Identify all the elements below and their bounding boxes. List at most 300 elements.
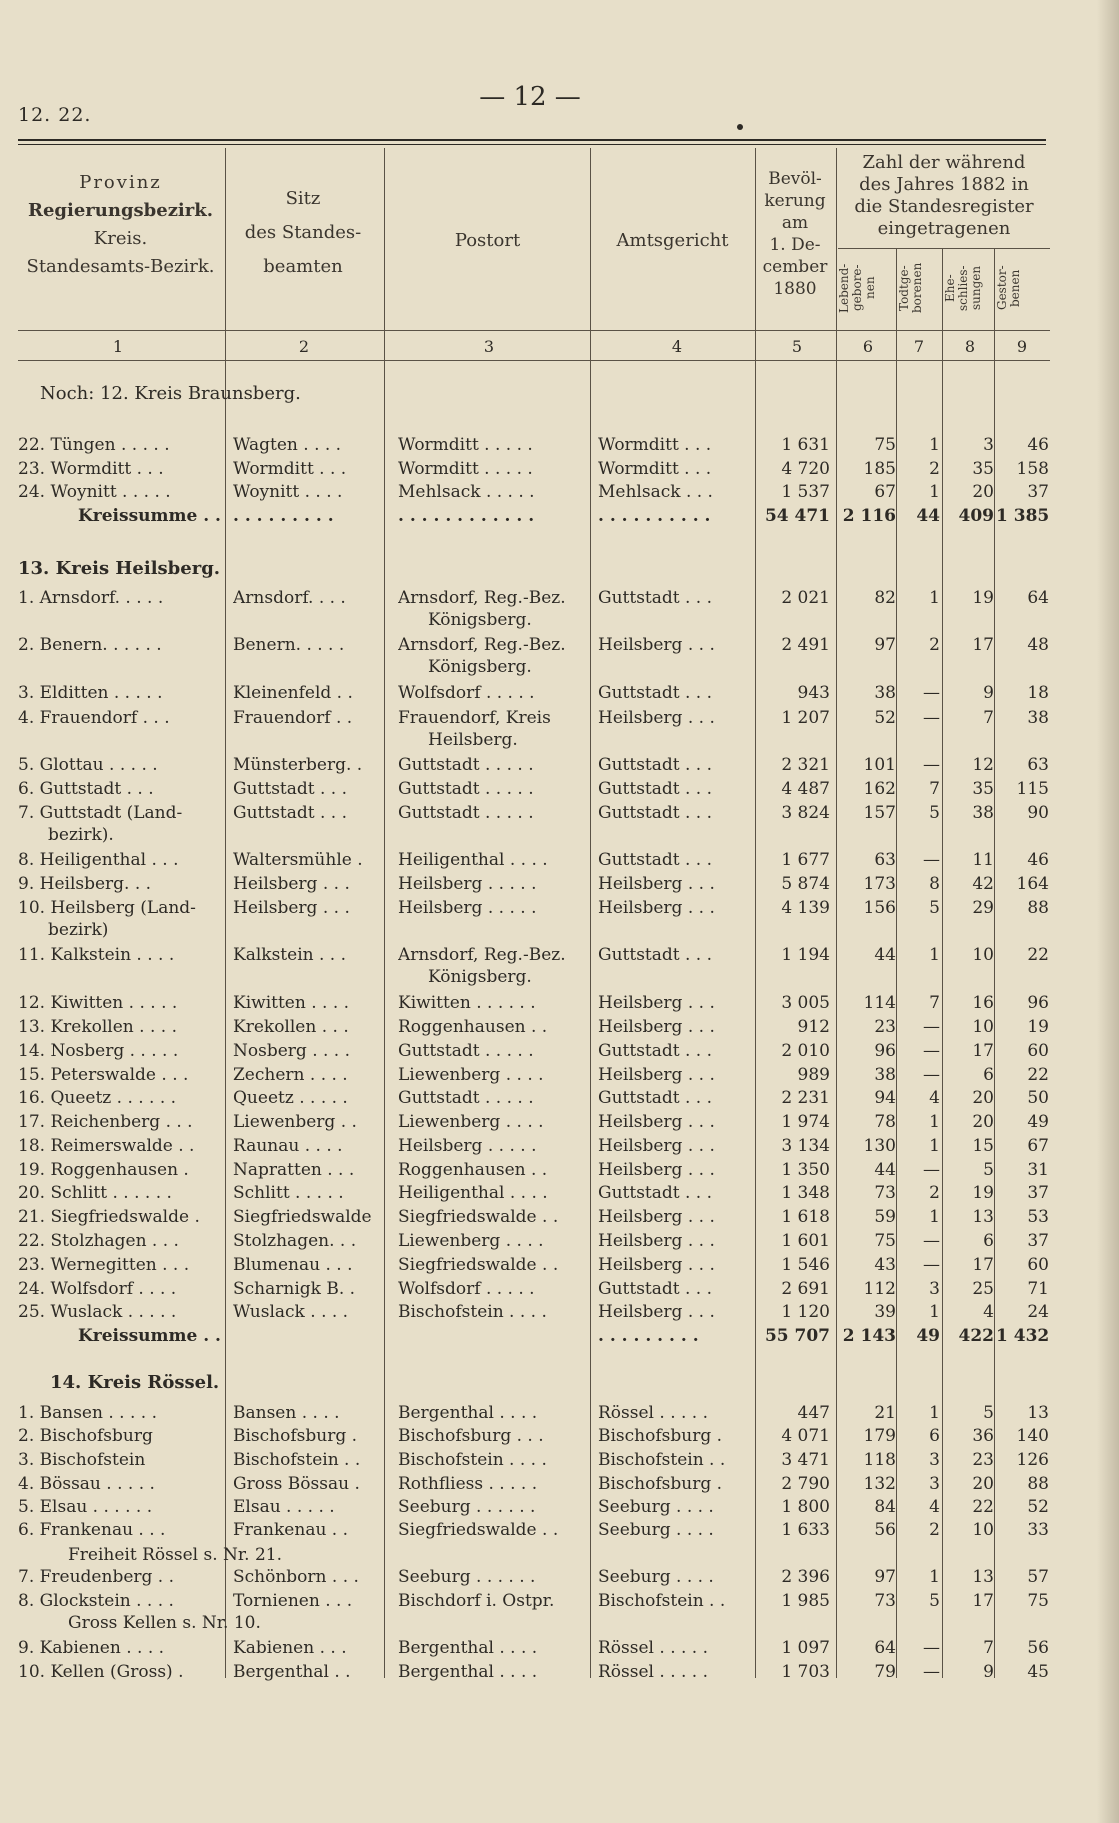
cell-c1: 24. Wolfsdorf . . . . xyxy=(18,1279,177,1299)
cell-c3: Wolfsdorf . . . . . xyxy=(398,1279,535,1299)
cell-c6: 75 xyxy=(874,435,896,455)
col1-header-line1: Provinz xyxy=(79,172,162,193)
cell-c1: 25. Wuslack . . . . . xyxy=(18,1302,177,1322)
cell-c4: Guttstadt . . . xyxy=(598,683,713,703)
cell-c2: Bischofstein . . xyxy=(233,1450,361,1470)
cell-c8: 7 xyxy=(983,708,994,728)
cell-c2: Guttstadt . . . xyxy=(233,779,348,799)
cell-c3: Guttstadt . . . . . xyxy=(398,1041,534,1061)
cell-c6: 179 xyxy=(863,1426,896,1446)
cell-c1: 3. Elditten . . . . . xyxy=(18,683,163,703)
cell-c8: 20 xyxy=(972,482,994,502)
cell-c6: 118 xyxy=(863,1450,896,1470)
col5-header-line3: am xyxy=(781,213,809,233)
cell-c4: Guttstadt . . . xyxy=(598,945,713,965)
cell-c1: 8. Glockstein . . . . xyxy=(18,1591,174,1611)
cell-c3: Guttstadt . . . . . xyxy=(398,1088,534,1108)
cell-c5: 912 xyxy=(797,1017,830,1037)
column-number-9: 9 xyxy=(1016,337,1028,356)
cell-c6: 43 xyxy=(874,1255,896,1275)
cell-c9: 49 xyxy=(1027,1112,1049,1132)
cell-c2: Bansen . . . . xyxy=(233,1403,340,1423)
cell-c2: Liewenberg . . xyxy=(233,1112,357,1132)
group-header-line2: des Jahres 1882 in xyxy=(859,174,1029,195)
col5-header-line4: 1. De- xyxy=(769,235,821,255)
cell-c3: Heiligenthal . . . . xyxy=(398,850,548,870)
cell-c5: 1 618 xyxy=(781,1207,830,1227)
cell-c7: 1 xyxy=(929,1567,940,1587)
cell-c9: 1 385 xyxy=(996,506,1049,526)
cell-c1: 1. Arnsdorf. . . . . xyxy=(18,588,164,608)
cell-c8: 11 xyxy=(972,850,994,870)
cell-c4: Guttstadt . . . xyxy=(598,1041,713,1061)
cell-c9: 60 xyxy=(1027,1041,1049,1061)
cell-c1: 7. Guttstadt (Land- xyxy=(18,803,183,823)
cell-c8: 9 xyxy=(983,683,994,703)
cell-c3: Guttstadt . . . . . xyxy=(398,803,534,823)
cell-c8: 3 xyxy=(983,435,994,455)
sub-header-deaths: Gestor-benen xyxy=(995,265,1022,311)
cell-c7: 1 xyxy=(929,1302,940,1322)
cell-c7: — xyxy=(923,1160,940,1180)
cell-c3: Bischofsburg . . . xyxy=(398,1426,544,1446)
column-rule-6 xyxy=(896,248,897,1678)
cell-c6: 73 xyxy=(874,1183,896,1203)
cell-c5: 1 703 xyxy=(781,1662,830,1682)
cell-c9: 18 xyxy=(1027,683,1049,703)
cell-c3: Arnsdorf, Reg.-Bez. xyxy=(398,588,566,608)
cell-c6: 78 xyxy=(874,1112,896,1132)
cell-c6: 56 xyxy=(874,1520,896,1540)
cell-c3: Roggenhausen . . xyxy=(398,1017,548,1037)
cell-c2: Münsterberg. . xyxy=(233,755,363,775)
note-freiheit-roessel: Freiheit Rössel s. Nr. 21. xyxy=(68,1545,282,1565)
cell-c6: 130 xyxy=(863,1136,896,1156)
cell-c9: 37 xyxy=(1027,1231,1049,1251)
cell-c6: 52 xyxy=(874,708,896,728)
cell-c7: 4 xyxy=(929,1497,940,1517)
top-rule-thin xyxy=(18,144,1046,145)
cell-c4: Seeburg . . . . xyxy=(598,1567,714,1587)
cell-c4: Heilsberg . . . xyxy=(598,1065,715,1085)
sub-header-stillbirths: Todtge-borenen xyxy=(897,262,924,314)
cell-c9: 88 xyxy=(1027,898,1049,918)
cell-c8: 42 xyxy=(972,874,994,894)
cell-c5: 4 071 xyxy=(781,1426,830,1446)
cell-c5: 1 350 xyxy=(781,1160,830,1180)
col4-header: Amtsgericht xyxy=(616,230,729,251)
cell-c2: Schönborn . . . xyxy=(233,1567,359,1587)
cell-c1: 5. Glottau . . . . . xyxy=(18,755,158,775)
cell-c6: 162 xyxy=(863,779,896,799)
cell-c7: 1 xyxy=(929,1112,940,1132)
cell-c7: 4 xyxy=(929,1088,940,1108)
cell-c7: — xyxy=(923,708,940,728)
cell-c4: Guttstadt . . . xyxy=(598,1279,713,1299)
cell-c8: 7 xyxy=(983,1638,994,1658)
cell-c2: Wuslack . . . . xyxy=(233,1302,349,1322)
cell-c4: Heilsberg . . . xyxy=(598,1112,715,1132)
cell-c8: 15 xyxy=(972,1136,994,1156)
cell-c6: 84 xyxy=(874,1497,896,1517)
cell-c3: Guttstadt . . . . . xyxy=(398,779,534,799)
page-number: — 12 — xyxy=(479,82,581,112)
cell-c9: 53 xyxy=(1027,1207,1049,1227)
group-header-line1: Zahl der während xyxy=(862,152,1026,173)
cell-c9: 50 xyxy=(1027,1088,1049,1108)
cell-c5: 3 005 xyxy=(781,993,830,1013)
cell-c1: 23. Wormditt . . . xyxy=(18,459,164,479)
cell-c8: 17 xyxy=(972,1591,994,1611)
cell-c9: 140 xyxy=(1016,1426,1049,1446)
cell-c9: 90 xyxy=(1027,803,1049,823)
cell-c1: 8. Heiligenthal . . . xyxy=(18,850,179,870)
cell-c4: Guttstadt . . . xyxy=(598,1183,713,1203)
cell-c4: Heilsberg . . . xyxy=(598,1255,715,1275)
district-continuation: bezirk) xyxy=(48,920,109,940)
cell-c2: Bischofsburg . xyxy=(233,1426,358,1446)
cell-c5: 943 xyxy=(797,683,830,703)
cell-c6: 75 xyxy=(874,1231,896,1251)
section-title-roessel: 14. Kreis Rössel. xyxy=(50,1372,220,1393)
cell-c9: 22 xyxy=(1027,1065,1049,1085)
cell-c8: 20 xyxy=(972,1474,994,1494)
cell-c6: 67 xyxy=(874,482,896,502)
cell-c2: Woynitt . . . . xyxy=(233,482,343,502)
cell-c3: Arnsdorf, Reg.-Bez. xyxy=(398,635,566,655)
column-rule-1 xyxy=(225,148,226,1678)
cell-c9: 63 xyxy=(1027,755,1049,775)
cell-c7: 7 xyxy=(929,779,940,799)
top-rule-thick xyxy=(18,139,1046,141)
section-title-braunsberg: Noch: 12. Kreis Braunsberg. xyxy=(40,383,301,404)
group-header xyxy=(838,152,1050,240)
cell-c5: 1 120 xyxy=(781,1302,830,1322)
cell-c2: Kalkstein . . . xyxy=(233,945,346,965)
cell-c1: 6. Guttstadt . . . xyxy=(18,779,154,799)
cell-c5: 2 231 xyxy=(781,1088,830,1108)
district-continuation: bezirk). xyxy=(48,825,114,845)
cell-c3: Heilsberg . . . . . xyxy=(398,874,537,894)
cell-c1: 13. Krekollen . . . . xyxy=(18,1017,177,1037)
cell-c6: 2 143 xyxy=(842,1326,896,1346)
cell-c5: 1 348 xyxy=(781,1183,830,1203)
cell-c7: — xyxy=(923,1231,940,1251)
cell-c2: Napratten . . . xyxy=(233,1160,355,1180)
cell-c6: 156 xyxy=(863,898,896,918)
cell-c3: Heilsberg . . . . . xyxy=(398,898,537,918)
cell-c3: Liewenberg . . . . xyxy=(398,1112,544,1132)
column-number-3: 3 xyxy=(483,337,495,356)
cell-c7: 1 xyxy=(929,1207,940,1227)
cell-c4: Guttstadt . . . xyxy=(598,779,713,799)
cell-c4: Mehlsack . . . xyxy=(598,482,713,502)
cell-c2: Schlitt . . . . . xyxy=(233,1183,344,1203)
cell-c1: 24. Woynitt . . . . . xyxy=(18,482,171,502)
cell-c3: Siegfriedswalde . . xyxy=(398,1207,559,1227)
cell-c5: 1 194 xyxy=(781,945,830,965)
cell-c3: Wolfsdorf . . . . . xyxy=(398,683,535,703)
col5-header-line5: cember xyxy=(762,257,828,277)
cell-c5: 2 396 xyxy=(781,1567,830,1587)
cell-c5: 1 800 xyxy=(781,1497,830,1517)
cell-c1: 10. Kellen (Gross) . xyxy=(18,1662,184,1682)
cell-c2: Wormditt . . . xyxy=(233,459,347,479)
cell-c8: 29 xyxy=(972,898,994,918)
cell-c9: 37 xyxy=(1027,1183,1049,1203)
cell-c3: Bischofstein . . . . xyxy=(398,1302,547,1322)
cell-c5: 447 xyxy=(797,1403,830,1423)
col2-header-line3: beamten xyxy=(263,256,343,277)
cell-c4: Heilsberg . . . xyxy=(598,1302,715,1322)
cell-c7: 3 xyxy=(929,1474,940,1494)
col5-header xyxy=(755,168,835,300)
cell-c1: 15. Peterswalde . . . xyxy=(18,1065,189,1085)
cell-c9: 60 xyxy=(1027,1255,1049,1275)
cell-c1: 2. Bischofsburg xyxy=(18,1426,153,1446)
group-header-line3: die Standesregister xyxy=(854,196,1034,217)
cell-c7: 49 xyxy=(916,1326,940,1346)
cell-c3: Mehlsack . . . . . xyxy=(398,482,535,502)
cell-c2: Heilsberg . . . xyxy=(233,874,350,894)
cell-c4: Wormditt . . . xyxy=(598,459,712,479)
cell-c8: 13 xyxy=(972,1567,994,1587)
cell-c9: 164 xyxy=(1016,874,1049,894)
cell-c5: 4 487 xyxy=(781,779,830,799)
cell-c9: 22 xyxy=(1027,945,1049,965)
cell-c6: 21 xyxy=(874,1403,896,1423)
cell-c8: 17 xyxy=(972,635,994,655)
cell-c4: Heilsberg . . . xyxy=(598,708,715,728)
cell-c6: 39 xyxy=(874,1302,896,1322)
cell-c6: 132 xyxy=(863,1474,896,1494)
cell-c1: 14. Nosberg . . . . . xyxy=(18,1041,179,1061)
cell-c8: 409 xyxy=(958,506,994,526)
col1-header-line2: Regierungsbezirk. xyxy=(28,200,213,221)
section-title-heilsberg: 13. Kreis Heilsberg. xyxy=(18,558,221,579)
cell-c8: 6 xyxy=(983,1065,994,1085)
cell-c7: 3 xyxy=(929,1450,940,1470)
cell-c3: Wormditt . . . . . xyxy=(398,459,533,479)
cell-c1: 10. Heilsberg (Land- xyxy=(18,898,196,918)
note-gross-kellen: Gross Kellen s. Nr. 10. xyxy=(68,1613,261,1633)
cell-c2: Bergenthal . . xyxy=(233,1662,351,1682)
cell-c6: 44 xyxy=(874,1160,896,1180)
cell-c1: 17. Reichenberg . . . xyxy=(18,1112,193,1132)
cell-c1: 21. Siegfriedswalde . xyxy=(18,1207,200,1227)
cell-c8: 20 xyxy=(972,1112,994,1132)
cell-c2: Frankenau . . xyxy=(233,1520,349,1540)
cell-c7: 1 xyxy=(929,1403,940,1423)
column-number-1: 1 xyxy=(112,337,124,356)
col2-header-line2: des Standes- xyxy=(244,222,362,243)
cell-c1: 6. Frankenau . . . xyxy=(18,1520,166,1540)
cell-c6: 173 xyxy=(863,874,896,894)
cell-c6: 2 116 xyxy=(842,506,896,526)
cell-c5: 1 207 xyxy=(781,708,830,728)
cell-c9: 115 xyxy=(1016,779,1049,799)
cell-c6: 157 xyxy=(863,803,896,823)
cell-c2: Arnsdorf. . . . xyxy=(233,588,346,608)
cell-c5: 3 134 xyxy=(781,1136,830,1156)
cell-c3: Bergenthal . . . . xyxy=(398,1662,538,1682)
cell-c6: 38 xyxy=(874,1065,896,1085)
cell-c3: Seeburg . . . . . . xyxy=(398,1497,536,1517)
cell-c5: 1 537 xyxy=(781,482,830,502)
cell-c9: 45 xyxy=(1027,1662,1049,1682)
cell-c6: 96 xyxy=(874,1041,896,1061)
cell-c5: 2 010 xyxy=(781,1041,830,1061)
cell-c7: — xyxy=(923,1255,940,1275)
cell-c9: 71 xyxy=(1027,1279,1049,1299)
cell-c4: Guttstadt . . . xyxy=(598,850,713,870)
postort-continuation: Heilsberg. xyxy=(428,730,518,750)
postort-continuation: Königsberg. xyxy=(428,967,532,987)
cell-c2: Stolzhagen. . . xyxy=(233,1231,357,1251)
cell-c3: Liewenberg . . . . xyxy=(398,1065,544,1085)
cell-c3: Heilsberg . . . . . xyxy=(398,1136,537,1156)
cell-c3: Guttstadt . . . . . xyxy=(398,755,534,775)
postort-continuation: Königsberg. xyxy=(428,657,532,677)
cell-c2: Raunau . . . . xyxy=(233,1136,343,1156)
cell-c2: Kabienen . . . xyxy=(233,1638,347,1658)
cell-c4: Guttstadt . . . xyxy=(598,803,713,823)
cell-c8: 19 xyxy=(972,1183,994,1203)
cell-c3: Roggenhausen . . xyxy=(398,1160,548,1180)
cell-c8: 20 xyxy=(972,1088,994,1108)
cell-c1: 1. Bansen . . . . . xyxy=(18,1403,157,1423)
cell-c7: 1 xyxy=(929,945,940,965)
cell-c5: 2 790 xyxy=(781,1474,830,1494)
cell-c8: 23 xyxy=(972,1450,994,1470)
cell-c8: 13 xyxy=(972,1207,994,1227)
cell-c9: 37 xyxy=(1027,482,1049,502)
cell-c2: Frauendorf . . xyxy=(233,708,353,728)
cell-c1: 11. Kalkstein . . . . xyxy=(18,945,175,965)
cell-c9: 158 xyxy=(1016,459,1049,479)
cell-c9: 88 xyxy=(1027,1474,1049,1494)
cell-c7: 5 xyxy=(929,803,940,823)
sub-header-marriages: Ehe-schlies-sungen xyxy=(943,265,983,311)
cell-c1: 4. Frauendorf . . . xyxy=(18,708,170,728)
cell-c8: 5 xyxy=(983,1160,994,1180)
cell-c3: Rothfliess . . . . . xyxy=(398,1474,538,1494)
cell-c1: 22. Tüngen . . . . . xyxy=(18,435,170,455)
cell-c8: 35 xyxy=(972,459,994,479)
cell-c1: 20. Schlitt . . . . . . xyxy=(18,1183,172,1203)
cell-c9: 46 xyxy=(1027,850,1049,870)
cell-c4: Heilsberg . . . xyxy=(598,1017,715,1037)
cell-c4: Guttstadt . . . xyxy=(598,588,713,608)
cell-c5: 1 097 xyxy=(781,1638,830,1658)
cell-c8: 422 xyxy=(958,1326,994,1346)
cell-c7: — xyxy=(923,1017,940,1037)
cell-c1: 9. Heilsberg. . . xyxy=(18,874,152,894)
cell-c7: 1 xyxy=(929,1136,940,1156)
cell-c4: Heilsberg . . . xyxy=(598,898,715,918)
cell-c9: 56 xyxy=(1027,1638,1049,1658)
cell-c2: Queetz . . . . . xyxy=(233,1088,348,1108)
cell-c1: 4. Bössau . . . . . xyxy=(18,1474,155,1494)
cell-c3: Liewenberg . . . . xyxy=(398,1231,544,1251)
cell-c7: 8 xyxy=(929,874,940,894)
cell-c4: Heilsberg . . . xyxy=(598,635,715,655)
cell-c3: Bischdorf i. Ostpr. xyxy=(398,1591,555,1611)
cell-c6: 44 xyxy=(874,945,896,965)
cell-c7: 5 xyxy=(929,1591,940,1611)
group-header-line4: eingetragenen xyxy=(877,218,1011,239)
cell-c9: 75 xyxy=(1027,1591,1049,1611)
cell-c2: Guttstadt . . . xyxy=(233,803,348,823)
cell-c9: 48 xyxy=(1027,635,1049,655)
cell-c8: 36 xyxy=(972,1426,994,1446)
cell-c2: Kiwitten . . . . xyxy=(233,993,350,1013)
cell-c4: Guttstadt . . . xyxy=(598,1088,713,1108)
column-rule-7 xyxy=(942,248,943,1678)
column-number-2: 2 xyxy=(298,337,310,356)
cell-c5: 2 691 xyxy=(781,1279,830,1299)
page-edge-shadow xyxy=(1097,0,1119,1823)
cell-c8: 10 xyxy=(972,1520,994,1540)
cell-c7: 1 xyxy=(929,588,940,608)
cell-c2: . . . . . . . . . xyxy=(233,506,334,526)
cell-c4: . . . . . . . . . xyxy=(598,1326,699,1346)
cell-c2: Benern. . . . . xyxy=(233,635,345,655)
column-number-5: 5 xyxy=(791,337,803,356)
cell-c5: 1 633 xyxy=(781,1520,830,1540)
cell-c7: 5 xyxy=(929,898,940,918)
cell-c7: 2 xyxy=(929,1183,940,1203)
cell-c2: Zechern . . . . xyxy=(233,1065,348,1085)
cell-c6: 114 xyxy=(863,993,896,1013)
cell-c9: 24 xyxy=(1027,1302,1049,1322)
cell-c2: Blumenau . . . xyxy=(233,1255,353,1275)
cell-c2: Nosberg . . . . xyxy=(233,1041,351,1061)
cell-c5: 1 546 xyxy=(781,1255,830,1275)
cell-c3: Arnsdorf, Reg.-Bez. xyxy=(398,945,566,965)
cell-c9: 126 xyxy=(1016,1450,1049,1470)
cell-c4: Bischofsburg . xyxy=(598,1426,723,1446)
cell-c7: 1 xyxy=(929,482,940,502)
cell-c7: 6 xyxy=(929,1426,940,1446)
cell-c3: Seeburg . . . . . . xyxy=(398,1567,536,1587)
cell-c7: 1 xyxy=(929,435,940,455)
cell-c5: 3 471 xyxy=(781,1450,830,1470)
cell-c9: 57 xyxy=(1027,1567,1049,1587)
cell-c4: Wormditt . . . xyxy=(598,435,712,455)
postort-continuation: Königsberg. xyxy=(428,610,532,630)
cell-c5: 4 139 xyxy=(781,898,830,918)
cell-c4: . . . . . . . . . . xyxy=(598,506,711,526)
cell-c1: 16. Queetz . . . . . . xyxy=(18,1088,177,1108)
cell-c5: 2 321 xyxy=(781,755,830,775)
cell-c4: Bischofstein . . xyxy=(598,1450,726,1470)
cell-c9: 46 xyxy=(1027,435,1049,455)
cell-c2: Waltersmühle . xyxy=(233,850,363,870)
cell-c3: Heiligenthal . . . . xyxy=(398,1183,548,1203)
cell-c6: 64 xyxy=(874,1638,896,1658)
cell-c8: 6 xyxy=(983,1231,994,1251)
col1-header-line4: Standesamts-Bezirk. xyxy=(26,256,215,277)
cell-c4: Bischofstein . . xyxy=(598,1591,726,1611)
cell-c1: Kreissumme . . xyxy=(78,506,221,526)
cell-c6: 63 xyxy=(874,850,896,870)
cell-c4: Rössel . . . . . xyxy=(598,1638,709,1658)
cell-c2: Siegfriedswalde xyxy=(233,1207,372,1227)
cell-c6: 97 xyxy=(874,635,896,655)
cell-c3: Bergenthal . . . . xyxy=(398,1638,538,1658)
cell-c6: 79 xyxy=(874,1662,896,1682)
